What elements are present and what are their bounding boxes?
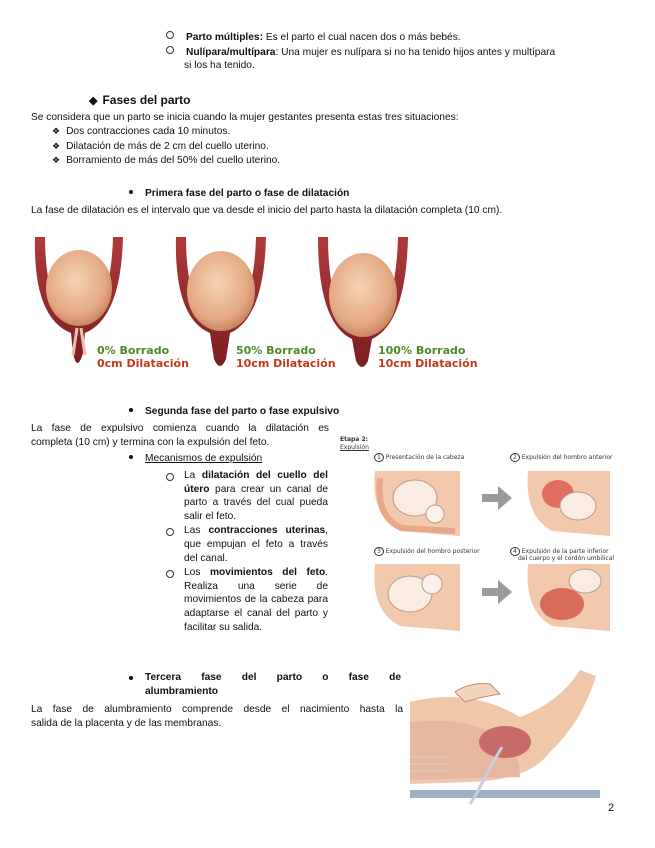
- mecanismos-list: [166, 469, 328, 634]
- section-heading-fases: ◆ Fases del parto: [89, 93, 191, 107]
- diamond-bullet-icon: ❖: [52, 155, 61, 166]
- mecanismos-heading: Mecanismos de expulsión: [129, 452, 262, 466]
- step-1-label: 1 Presentación de la cabeza: [374, 454, 464, 461]
- alumbramiento-figure: [410, 662, 600, 814]
- diamond-icon: ◆: [89, 95, 98, 107]
- top-list: Parto múltiples: Es el parto el cual nacen dos o más bebés. Nulípara/multípara: Una mujer es nulípara si no ha tenido hijos antes y multípara si los ha tenido.: [166, 31, 626, 73]
- alumbramiento-illustration: [410, 662, 600, 814]
- diamond-bullet-icon: ❖: [52, 140, 61, 151]
- step-2-icon: [528, 471, 611, 536]
- tercera-text: La fase de alumbramiento comprende desde el nacimiento hasta la salida de la placenta y de las membranas.: [31, 704, 403, 729]
- step-4-icon: [528, 564, 611, 631]
- page-number: 2: [608, 802, 615, 814]
- tercera-heading: Tercera fase del parto o fase de alumbramiento: [129, 671, 401, 698]
- list-item: ❖ Dilatación de más de 2 cm del cuello uterino.: [52, 140, 269, 152]
- fases-intro: Se considera que un parto se inicia cuando la mujer gestantes presenta estas tres situaciones:: [31, 112, 459, 123]
- circle-bullet-icon: [166, 46, 174, 54]
- list-item: ❖ Borramiento de más del 50% del cuello uterino.: [52, 155, 281, 167]
- dilation-label-50: 50% Borrado 10cm Dilatación: [236, 344, 336, 370]
- step-3-icon: [374, 564, 460, 631]
- list-item: Las contracciones uterinas, que empujan el feto a través del canal.: [166, 524, 328, 565]
- segunda-text: La fase de expulsivo comienza cuando la dilatación es completa (10 cm) y termina con la expulsión del feto.: [31, 423, 329, 448]
- expulsion-illustration: [340, 436, 625, 636]
- bullet-icon: [129, 676, 133, 680]
- circle-bullet-icon: [166, 570, 174, 578]
- segunda-heading: Segunda fase del parto o fase expulsivo: [129, 405, 339, 419]
- bullet-icon: [129, 190, 133, 194]
- circle-bullet-icon: [166, 473, 174, 481]
- list-item: Parto múltiples: Es el parto el cual nacen dos o más bebés.: [166, 31, 626, 45]
- expulsion-figure: Etapa 2: Expulsión 1 Presentación de la cabeza 2 Expulsión del hombro anterior 3 Expulsión del hombro posterior 4 Expulsión de la parte inferior del cuerpo y el cordón umbilical: [340, 436, 625, 636]
- step-2-label: 2 Expulsión del hombro anterior: [510, 454, 612, 461]
- diamond-bullet-icon: ❖: [52, 126, 61, 136]
- list-item: Los movimientos del feto. Realiza una serie de movimientos de la cabeza para adaptarse el canal del parto y facilitar su salida.: [166, 566, 328, 634]
- bullet-icon: [129, 455, 133, 459]
- dilation-label-100: 100% Borrado 10cm Dilatación: [378, 344, 478, 370]
- primera-text: La fase de dilatación es el intervalo que va desde el inicio del parto hasta la dilatación completa (10 cm).: [31, 205, 503, 216]
- step-1-icon: [374, 471, 460, 536]
- circle-bullet-icon: [166, 528, 174, 536]
- list-item: ❖ Dos contracciones cada 10 minutos.: [52, 126, 231, 137]
- step-4-label: 4 Expulsión de la parte inferior del cuerpo y el cordón umbilical: [510, 548, 614, 562]
- step-3-label: 3 Expulsión del hombro posterior: [374, 548, 480, 555]
- arrow-icon: [482, 486, 512, 604]
- list-item: Nulípara/multípara: Una mujer es nulípara si no ha tenido hijos antes y multípara: [166, 46, 626, 60]
- bullet-icon: [129, 408, 133, 412]
- circle-bullet-icon: [166, 31, 174, 39]
- list-item: La dilatación del cuello del útero para crear un canal de parto a través del cual pueda salir el feto.: [166, 469, 328, 523]
- fases-list: [52, 125, 452, 168]
- dilation-label-0: 0% Borrado 0cm Dilatación: [97, 344, 189, 370]
- primera-heading: Primera fase del parto o fase de dilatación: [129, 187, 349, 201]
